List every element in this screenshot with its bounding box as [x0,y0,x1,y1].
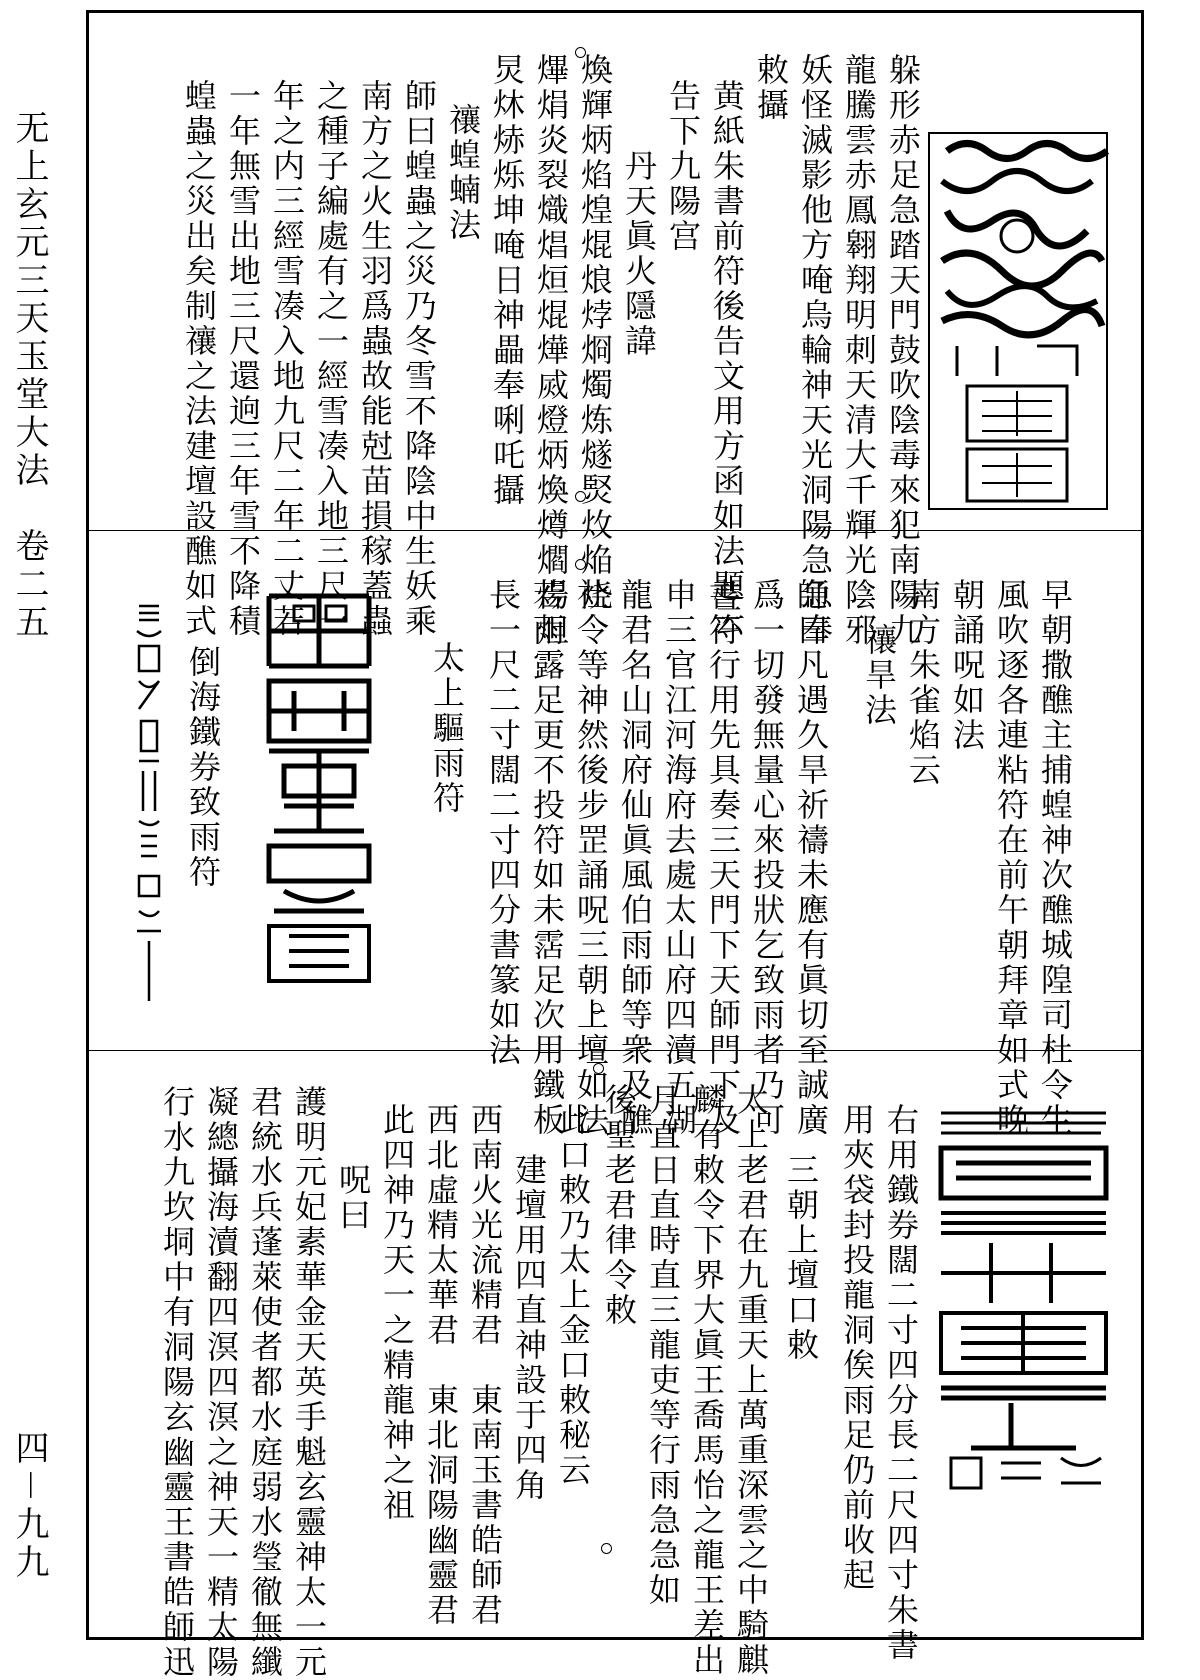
text-line: 之種子編處有之一經雪凑入地三尺一 [312,79,350,639]
text-line: 西北虛精太華君 東北洞陽幽靈君 [422,1103,460,1628]
section-divider [89,530,1141,531]
text-line: 炅炑焃烁坤唵日神畾奉唎吒攝 [488,53,526,508]
text-line: 此四神乃天一之精龍神之祖 [378,1103,416,1523]
text-line: 右用鐵券闊二寸四分長二尺四寸朱書 [882,1103,920,1663]
section-heading: 禳旱法 [860,623,898,728]
text-line: 煥輝炳焰煌焜烺㶿烱燭炼燧㷂炇焔烧 [576,53,614,613]
text-line: 西南火光流精君 東南玉書皓師君 [466,1103,504,1628]
text-line: 申三官江河海府去處太山府四瀆五湖 [660,578,698,1138]
text-line: 龍君名山洞府仙眞風伯雨師等衆及醮 [616,578,654,1138]
text-line: 敕攝 [752,53,790,123]
text-line: 爲一切發無量心來投狀乞致雨者乃可 [748,578,786,1138]
text-line: 龍騰雲赤鳳翱翔明刺天清大千輝光陰邪 [840,53,878,648]
text-line: 後聖老君律令敕 [600,1083,638,1328]
circle-mark [601,1543,612,1554]
page-number: 四－九九 [9,1430,49,1582]
text-line: 此口敕乃太上金口敕秘云 [554,1103,592,1488]
book-title: 无上玄元三天玉堂大法 卷二五 [9,110,49,642]
text-line: 建壇用四直神設于四角 [510,1153,548,1503]
fire-talisman-image [927,131,1109,511]
text-line: 君統水兵蓬萊使者都水庭弱水瑩徹無纖 [246,1085,284,1680]
text-line: 南方朱雀焰云 [904,578,942,788]
section-heading: 呪曰 [334,1163,372,1233]
rain-talisman-image [254,591,384,991]
text-line: 黄紙朱書前符後告文用方函如法題云 [708,79,746,639]
text-line: 太上老君在九重天上萬重深雲之中騎麒 [732,1083,770,1678]
section-divider [89,1050,1141,1051]
section-heading: 太上驅雨符 [428,641,466,816]
text-line: 熚焆炎裂熾焻烜焜燁烕燈炳煥燇爓煬炟 [532,53,570,648]
circle-mark [591,1003,602,1014]
text-line: 凝總攝海瀆翻四溟四溟之神天一精太陽 [202,1085,240,1680]
circle-mark [593,1063,604,1074]
text-line: 麟有敕令下界大眞王喬馬怡之龍王差出 [688,1083,726,1678]
text-line: 早朝撒醮主捕蝗神次醮城隍司杜令生 [1036,578,1074,1138]
circle-mark [575,559,586,570]
text-line: 月直日直時直三龍吏等行雨急急如 [644,1083,682,1608]
section-heading: 丹天眞火隱諱 [620,149,658,359]
text-line: 風吹逐各連粘符在前午朝拜章如式晚 [992,578,1030,1138]
iron-tablet-talisman-image [129,601,169,1001]
text-line: 師曰凡遇久旱祈禱未應有眞切至誠廣 [792,578,830,1138]
iron-tablet-rain-talisman-image [931,1103,1116,1503]
text-line: 妖怪滅影他方唵烏輪神天光洞陽急急奉 [796,53,834,648]
text-line: 護明元妃素華金天英手魁玄靈神太一元 [290,1085,328,1680]
text-line: 師曰蝗蟲之災乃冬雪不降陰中生妖乘 [400,79,438,639]
page-frame [86,10,1144,1680]
circle-mark [575,491,586,502]
text-line: 南方之火生羽爲蟲故能尅苗損稼蓋蟲 [356,79,394,639]
text-line: 書符行用先具奏三天門下天師門下及 [704,578,742,1138]
text-line: 蝗蟲之災出矣制禳之法建壇設醮如式 [180,79,218,639]
text-line: 年之内三經雪凑入地九尺二年二丈若 [268,79,306,639]
text-line: 行水九坎垌中有洞陽玄幽靈王書皓師迅 [158,1085,196,1680]
text-line: 一年無雪出地三尺還逈三年雪不降積 [224,79,262,639]
text-line: 躲形赤足急踏天門鼓吹陰毒來犯南陽九 [884,53,922,648]
text-line: 社令等神然後步罡誦呪三朝上壇如法 [572,578,610,1138]
text-line: 告下九陽宫 [664,79,702,254]
section-heading: 倒海鐵券致雨符 [184,645,222,890]
text-line: 朝誦呪如法 [948,578,986,753]
text-line: 用夾袋封投龍洞俟雨足仍前收起 [838,1103,876,1593]
section-heading: 三朝上壇口敕 [782,1153,820,1363]
section-heading: 禳蝗蝻法 [444,103,482,243]
text-line: 若雨露足更不投符如未霑足次用鐵板 [528,578,566,1138]
circle-mark [575,47,586,58]
text-line: 長一尺二寸闊二寸四分書篆如法 [484,578,522,1068]
